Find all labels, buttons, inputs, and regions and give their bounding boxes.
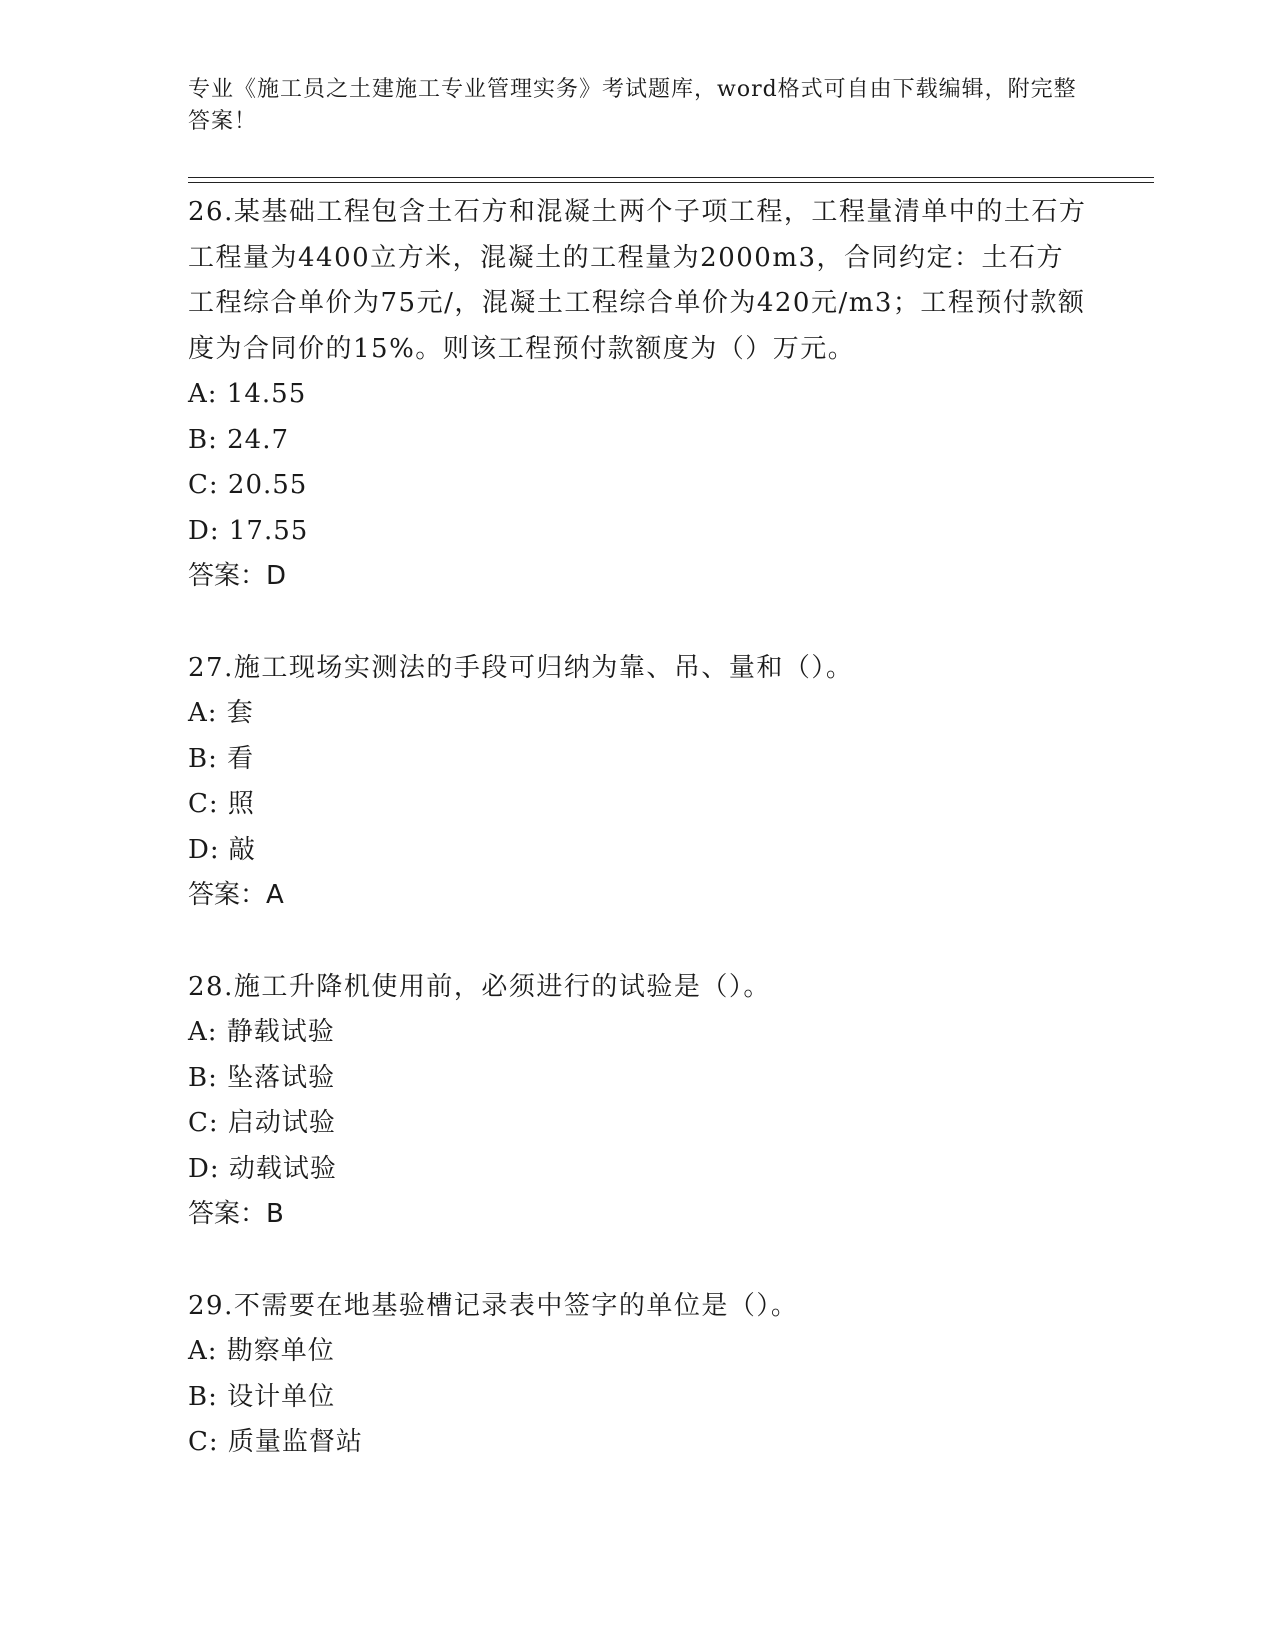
option-d: D: 17.55	[188, 515, 309, 546]
document-header	[188, 74, 1088, 138]
question-26	[188, 190, 1088, 600]
option-b: B: 24.7	[188, 424, 290, 455]
option-c: C: 启动试验	[188, 1108, 336, 1138]
answer-text: 答案：A	[188, 880, 284, 910]
option-b: B: 坠落试验	[188, 1062, 336, 1093]
answer-text: 答案：B	[188, 1199, 284, 1229]
header-divider-bottom	[188, 182, 1154, 183]
question-stem: 28.施工升降机使用前，必须进行的试验是（）。	[188, 971, 771, 1002]
option-a: A: 静载试验	[188, 1017, 335, 1047]
option-a: A: 勘察单位	[188, 1336, 335, 1366]
option-d: D: 敲	[188, 834, 256, 865]
option-a: A: 14.55	[188, 379, 307, 409]
question-list	[188, 190, 1088, 1466]
option-d: D: 动载试验	[188, 1153, 337, 1184]
question-27	[188, 646, 1088, 919]
header-divider-top	[188, 177, 1154, 178]
option-c: C: 照	[188, 789, 255, 819]
answer-text: 答案：D	[188, 561, 287, 591]
question-stem: 26.某基础工程包含土石方和混凝土两个子项工程，工程量清单中的土石方工程量为4400立方米，混凝土的工程量为2000m3，合同约定：土石方工程综合单价为75元/，混凝土工程综合单价为420元/m3；工程预付款额度为合同价的15%。则该工程预付款额度为（）万元。	[188, 197, 1087, 364]
header-intro-text: 专业《施工员之土建施工专业管理实务》考试题库，word格式可自由下载编辑，附完整答案！	[188, 77, 1077, 134]
question-29	[188, 1284, 1088, 1466]
option-b: B: 设计单位	[188, 1381, 336, 1412]
option-c: C: 质量监督站	[188, 1427, 363, 1457]
question-28	[188, 965, 1088, 1238]
option-c: C: 20.55	[188, 470, 308, 500]
question-stem: 27.施工现场实测法的手段可归纳为靠、吊、量和（）。	[188, 652, 854, 683]
option-b: B: 看	[188, 743, 255, 774]
option-a: A: 套	[188, 698, 254, 728]
question-stem: 29.不需要在地基验槽记录表中签字的单位是（）。	[188, 1290, 799, 1321]
